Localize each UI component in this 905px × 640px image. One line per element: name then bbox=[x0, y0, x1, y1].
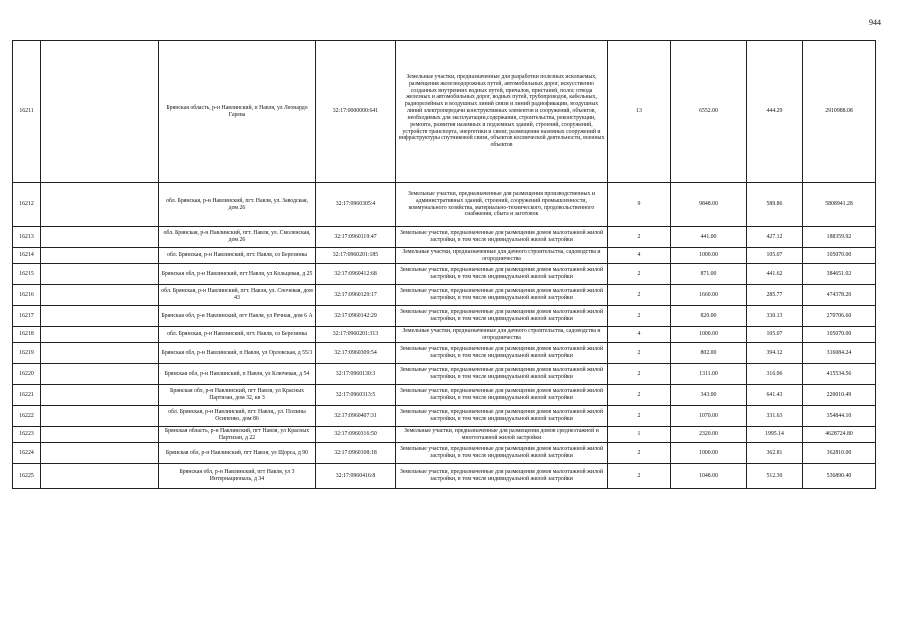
cell-parcel-number: 16220 bbox=[13, 364, 41, 385]
cell-specific-value: 441.62 bbox=[747, 264, 803, 285]
table-body bbox=[13, 41, 876, 489]
cell-cadastral-number: 32:17:0960142:29 bbox=[316, 306, 396, 327]
cell-address: обл. Брянская, р-н Навлинский, пгт. Навля, ул. Смоленская, дом 26 bbox=[159, 227, 316, 248]
cell-area: 802.00 bbox=[671, 343, 747, 364]
cell-parcel-number: 16211 bbox=[13, 41, 41, 183]
cell-cadastral-value: 188359.92 bbox=[803, 227, 876, 248]
cell-land-use-description: Земельные участки, предназначенные для дачного строительства, садоводства и огородничества bbox=[396, 327, 608, 343]
cell-group-code: 2 bbox=[608, 443, 671, 464]
table-row bbox=[13, 464, 876, 489]
cell-area: 1311.00 bbox=[671, 364, 747, 385]
table-row bbox=[13, 406, 876, 427]
cell-group-code: 2 bbox=[608, 306, 671, 327]
cell-cadastral-number: 32:17:0960412:68 bbox=[316, 264, 396, 285]
cell-empty bbox=[41, 464, 159, 489]
cell-parcel-number: 16221 bbox=[13, 385, 41, 406]
cell-empty bbox=[41, 327, 159, 343]
table-row bbox=[13, 227, 876, 248]
cell-parcel-number: 16215 bbox=[13, 264, 41, 285]
cell-specific-value: 105.07 bbox=[747, 248, 803, 264]
cell-parcel-number: 16212 bbox=[13, 183, 41, 227]
cell-empty bbox=[41, 385, 159, 406]
land-register-table bbox=[12, 40, 876, 489]
cell-area: 820.00 bbox=[671, 306, 747, 327]
cell-area: 9848.00 bbox=[671, 183, 747, 227]
cell-empty bbox=[41, 306, 159, 327]
cell-land-use-description: Земельные участки, предназначенные для размещения домов малоэтажной жилой застройки, в том числе индивидуальной жилой застройки bbox=[396, 343, 608, 364]
cell-cadastral-number: 32:17:0960305:4 bbox=[316, 183, 396, 227]
cell-area: 2320.00 bbox=[671, 427, 747, 443]
cell-cadastral-value: 105070.00 bbox=[803, 248, 876, 264]
cell-cadastral-value: 4628724.80 bbox=[803, 427, 876, 443]
cell-address: Брянская обл, р-н Навлинский, п Навля, ул Ключевая, д 54 bbox=[159, 364, 316, 385]
cell-empty bbox=[41, 427, 159, 443]
cell-address: обл. Брянская, р-н Навлинский, пгт. Навля, ул. Спочевая, дом 43 bbox=[159, 285, 316, 306]
cell-address: Брянская область, р-н Навлинский, п Навля, ул Леонардо Гарева bbox=[159, 41, 316, 183]
cell-specific-value: 1995.14 bbox=[747, 427, 803, 443]
cell-parcel-number: 16214 bbox=[13, 248, 41, 264]
cell-address: обл. Брянская, р-н Навлинский, пгт. Навля, со Березинка bbox=[159, 327, 316, 343]
table-row bbox=[13, 183, 876, 227]
cell-area: 1070.00 bbox=[671, 406, 747, 427]
table-row bbox=[13, 306, 876, 327]
cell-specific-value: 331.63 bbox=[747, 406, 803, 427]
cell-specific-value: 105.07 bbox=[747, 327, 803, 343]
cell-parcel-number: 16213 bbox=[13, 227, 41, 248]
table-row bbox=[13, 41, 876, 183]
cell-cadastral-value: 220010.49 bbox=[803, 385, 876, 406]
cell-cadastral-number: 32:17:0960309:54 bbox=[316, 343, 396, 364]
cell-parcel-number: 16225 bbox=[13, 464, 41, 489]
cell-land-use-description: Земельные участки, предназначенные для размещения домов среднеэтажной и многоэтажной жилой застройки bbox=[396, 427, 608, 443]
cell-cadastral-number: 32:17:0960313:5 bbox=[316, 385, 396, 406]
cell-cadastral-number: 32:17:0960201:313 bbox=[316, 327, 396, 343]
cell-land-use-description: Земельные участки, предназначенные для размещения домов малоэтажной жилой застройки, в том числе индивидуальной жилой застройки bbox=[396, 285, 608, 306]
cell-specific-value: 512.30 bbox=[747, 464, 803, 489]
cell-cadastral-number: 32:17:0000000:641 bbox=[316, 41, 396, 183]
table-row bbox=[13, 285, 876, 306]
cell-group-code: 1 bbox=[608, 427, 671, 443]
cell-address: Брянская обл, р-н Навлинский, пгт Навля, ул Щорса, д 90 bbox=[159, 443, 316, 464]
cell-cadastral-value: 270706.60 bbox=[803, 306, 876, 327]
cell-empty bbox=[41, 183, 159, 227]
cell-group-code: 4 bbox=[608, 327, 671, 343]
cell-empty bbox=[41, 264, 159, 285]
cell-land-use-description: Земельные участки, предназначенные для дачного строительства, садоводства и огородничества bbox=[396, 248, 608, 264]
cell-area: 441.00 bbox=[671, 227, 747, 248]
cell-land-use-description: Земельные участки, предназначенные для размещения домов малоэтажной жилой застройки, в том числе индивидуальной жилой застройки bbox=[396, 264, 608, 285]
cell-parcel-number: 16219 bbox=[13, 343, 41, 364]
cell-group-code: 4 bbox=[608, 248, 671, 264]
cell-land-use-description: Земельные участки, предназначенные для разработки полезных ископаемых, размещения железнодорожных путей, автомобильных дорог, искусственно созданных внутренних водных путей, причалов, пристаней, полос отвода железных и автомобильных дорог, водных путей, трубопроводов, кабельных, радиорелейных и воздушных линий связи и линий радиофикации, воздушных линий электропередачи конструктивных элементов и сооружений, объектов, необходимых для эксплуатации,содержания, строительства, реконструкции, ремонта, развития наземных и подземных зданий, строений, сооружений, устройств транспорта, энергетики и связи; размещения наземных сооружений и инфраструктуры спутниковой связи, объектов космической деятельности, военных объектов bbox=[396, 41, 608, 183]
cell-empty bbox=[41, 406, 159, 427]
cell-area: 1048.00 bbox=[671, 464, 747, 489]
cell-area: 1000.00 bbox=[671, 248, 747, 264]
cell-group-code: 2 bbox=[608, 406, 671, 427]
table-row bbox=[13, 443, 876, 464]
cell-specific-value: 394.12 bbox=[747, 343, 803, 364]
cell-cadastral-value: 2910988.08 bbox=[803, 41, 876, 183]
cell-address: Брянская обл, р-н Навлинский, пгт Навля, ул 3 Интернациональ, д 34 bbox=[159, 464, 316, 489]
cell-area: 1660.00 bbox=[671, 285, 747, 306]
cell-parcel-number: 16217 bbox=[13, 306, 41, 327]
cell-cadastral-value: 105070.00 bbox=[803, 327, 876, 343]
cell-land-use-description: Земельные участки, предназначенные для размещения домов малоэтажной жилой застройки, в том числе индивидуальной жилой застройки bbox=[396, 364, 608, 385]
cell-cadastral-number: 32:17:0960316:50 bbox=[316, 427, 396, 443]
cell-cadastral-number: 32:17:0960108:18 bbox=[316, 443, 396, 464]
cell-cadastral-value: 316084.24 bbox=[803, 343, 876, 364]
cell-empty bbox=[41, 227, 159, 248]
cell-group-code: 2 bbox=[608, 364, 671, 385]
table-row bbox=[13, 343, 876, 364]
cell-group-code: 2 bbox=[608, 464, 671, 489]
cell-specific-value: 285.77 bbox=[747, 285, 803, 306]
table-row bbox=[13, 248, 876, 264]
table-row bbox=[13, 264, 876, 285]
cell-cadastral-value: 362810.00 bbox=[803, 443, 876, 464]
cell-address: обл. Брянская, р-н Навлинский, пгт. Навля,, ул. Полины Осипенко, дом 86 bbox=[159, 406, 316, 427]
cell-land-use-description: Земельные участки, предназначенные для размещения домов малоэтажной жилой застройки, в том числе индивидуальной жилой застройки bbox=[396, 385, 608, 406]
cell-area: 1000.00 bbox=[671, 327, 747, 343]
table-row bbox=[13, 385, 876, 406]
cell-area: 6552.00 bbox=[671, 41, 747, 183]
cell-group-code: 2 bbox=[608, 343, 671, 364]
cell-area: 343.00 bbox=[671, 385, 747, 406]
cell-address: Брянская обл, р-н Навлинский, п Навля, ул Орловская, д 55/1 bbox=[159, 343, 316, 364]
cell-land-use-description: Земельные участки, предназначенные для размещения домов малоэтажной жилой застройки, в том числе индивидуальной жилой застройки bbox=[396, 443, 608, 464]
table-row bbox=[13, 327, 876, 343]
cell-parcel-number: 16223 bbox=[13, 427, 41, 443]
cell-parcel-number: 16224 bbox=[13, 443, 41, 464]
cell-area: 1000.00 bbox=[671, 443, 747, 464]
cell-empty bbox=[41, 364, 159, 385]
cell-group-code: 2 bbox=[608, 227, 671, 248]
cell-empty bbox=[41, 41, 159, 183]
cell-group-code: 2 bbox=[608, 385, 671, 406]
cell-cadastral-value: 5808941.28 bbox=[803, 183, 876, 227]
cell-specific-value: 444.29 bbox=[747, 41, 803, 183]
cell-address: Брянская обл, р-н Навлинский, пгт Навля, ул Красных Партизан, дом 32, кв 3 bbox=[159, 385, 316, 406]
cell-cadastral-value: 536890.40 bbox=[803, 464, 876, 489]
cell-cadastral-value: 415534.56 bbox=[803, 364, 876, 385]
cell-empty bbox=[41, 285, 159, 306]
cell-area: 871.00 bbox=[671, 264, 747, 285]
table-row bbox=[13, 427, 876, 443]
cell-cadastral-value: 384651.02 bbox=[803, 264, 876, 285]
cell-address: Брянская обл, р-н Навлинский, пгт Навля, ул Речная, дом 6 А bbox=[159, 306, 316, 327]
cell-cadastral-value: 354844.10 bbox=[803, 406, 876, 427]
cell-land-use-description: Земельные участки, предназначенные для размещения домов малоэтажной жилой застройки, в том числе индивидуальной жилой застройки bbox=[396, 227, 608, 248]
cell-group-code: 2 bbox=[608, 285, 671, 306]
cell-specific-value: 362.81 bbox=[747, 443, 803, 464]
cell-land-use-description: Земельные участки, предназначенные для размещения производственных и административных зданий, строений, сооружений промышленности, коммунального хозяйства, материально-технического, продовольственного снабжения, сбыта и заготовок bbox=[396, 183, 608, 227]
page-number: 944 bbox=[869, 18, 881, 27]
cell-empty bbox=[41, 443, 159, 464]
table-row bbox=[13, 364, 876, 385]
cell-address: Брянская область, р-н Навлинский, пгт Навля, ул Красных Партизан, д 22 bbox=[159, 427, 316, 443]
cell-specific-value: 330.13 bbox=[747, 306, 803, 327]
cell-cadastral-number: 32:17:0960119:47 bbox=[316, 227, 396, 248]
cell-specific-value: 427.12 bbox=[747, 227, 803, 248]
cell-address: обл. Брянская, р-н Навлинский, пгт. Навля, ул. Заводская, дом 26 bbox=[159, 183, 316, 227]
cell-address: Брянская обл, р-н Навлинский, пгт Навля, ул Кольцевая, д 25 bbox=[159, 264, 316, 285]
cell-cadastral-number: 32:17:0960130:3 bbox=[316, 364, 396, 385]
cell-group-code: 9 bbox=[608, 183, 671, 227]
cell-cadastral-number: 32:17:0960129:17 bbox=[316, 285, 396, 306]
cell-group-code: 2 bbox=[608, 264, 671, 285]
cell-cadastral-value: 474378.20 bbox=[803, 285, 876, 306]
cell-cadastral-number: 32:17:0960416:8 bbox=[316, 464, 396, 489]
cell-specific-value: 589.86 bbox=[747, 183, 803, 227]
cell-cadastral-number: 32:17:0960201:185 bbox=[316, 248, 396, 264]
cell-specific-value: 316.96 bbox=[747, 364, 803, 385]
cell-land-use-description: Земельные участки, предназначенные для размещения домов малоэтажной жилой застройки, в том числе индивидуальной жилой застройки bbox=[396, 464, 608, 489]
cell-empty bbox=[41, 248, 159, 264]
cell-specific-value: 641.43 bbox=[747, 385, 803, 406]
cell-parcel-number: 16222 bbox=[13, 406, 41, 427]
cell-land-use-description: Земельные участки, предназначенные для размещения домов малоэтажной жилой застройки, в том числе индивидуальной жилой застройки bbox=[396, 406, 608, 427]
cell-empty bbox=[41, 343, 159, 364]
cell-parcel-number: 16216 bbox=[13, 285, 41, 306]
cell-address: обл. Брянская, р-н Навлинский, пгт. Навля, со Березинка bbox=[159, 248, 316, 264]
cell-land-use-description: Земельные участки, предназначенные для размещения домов малоэтажной жилой застройки, в том числе индивидуальной жилой застройки bbox=[396, 306, 608, 327]
cell-parcel-number: 16218 bbox=[13, 327, 41, 343]
cell-cadastral-number: 32:17:0960407:31 bbox=[316, 406, 396, 427]
cell-group-code: 13 bbox=[608, 41, 671, 183]
